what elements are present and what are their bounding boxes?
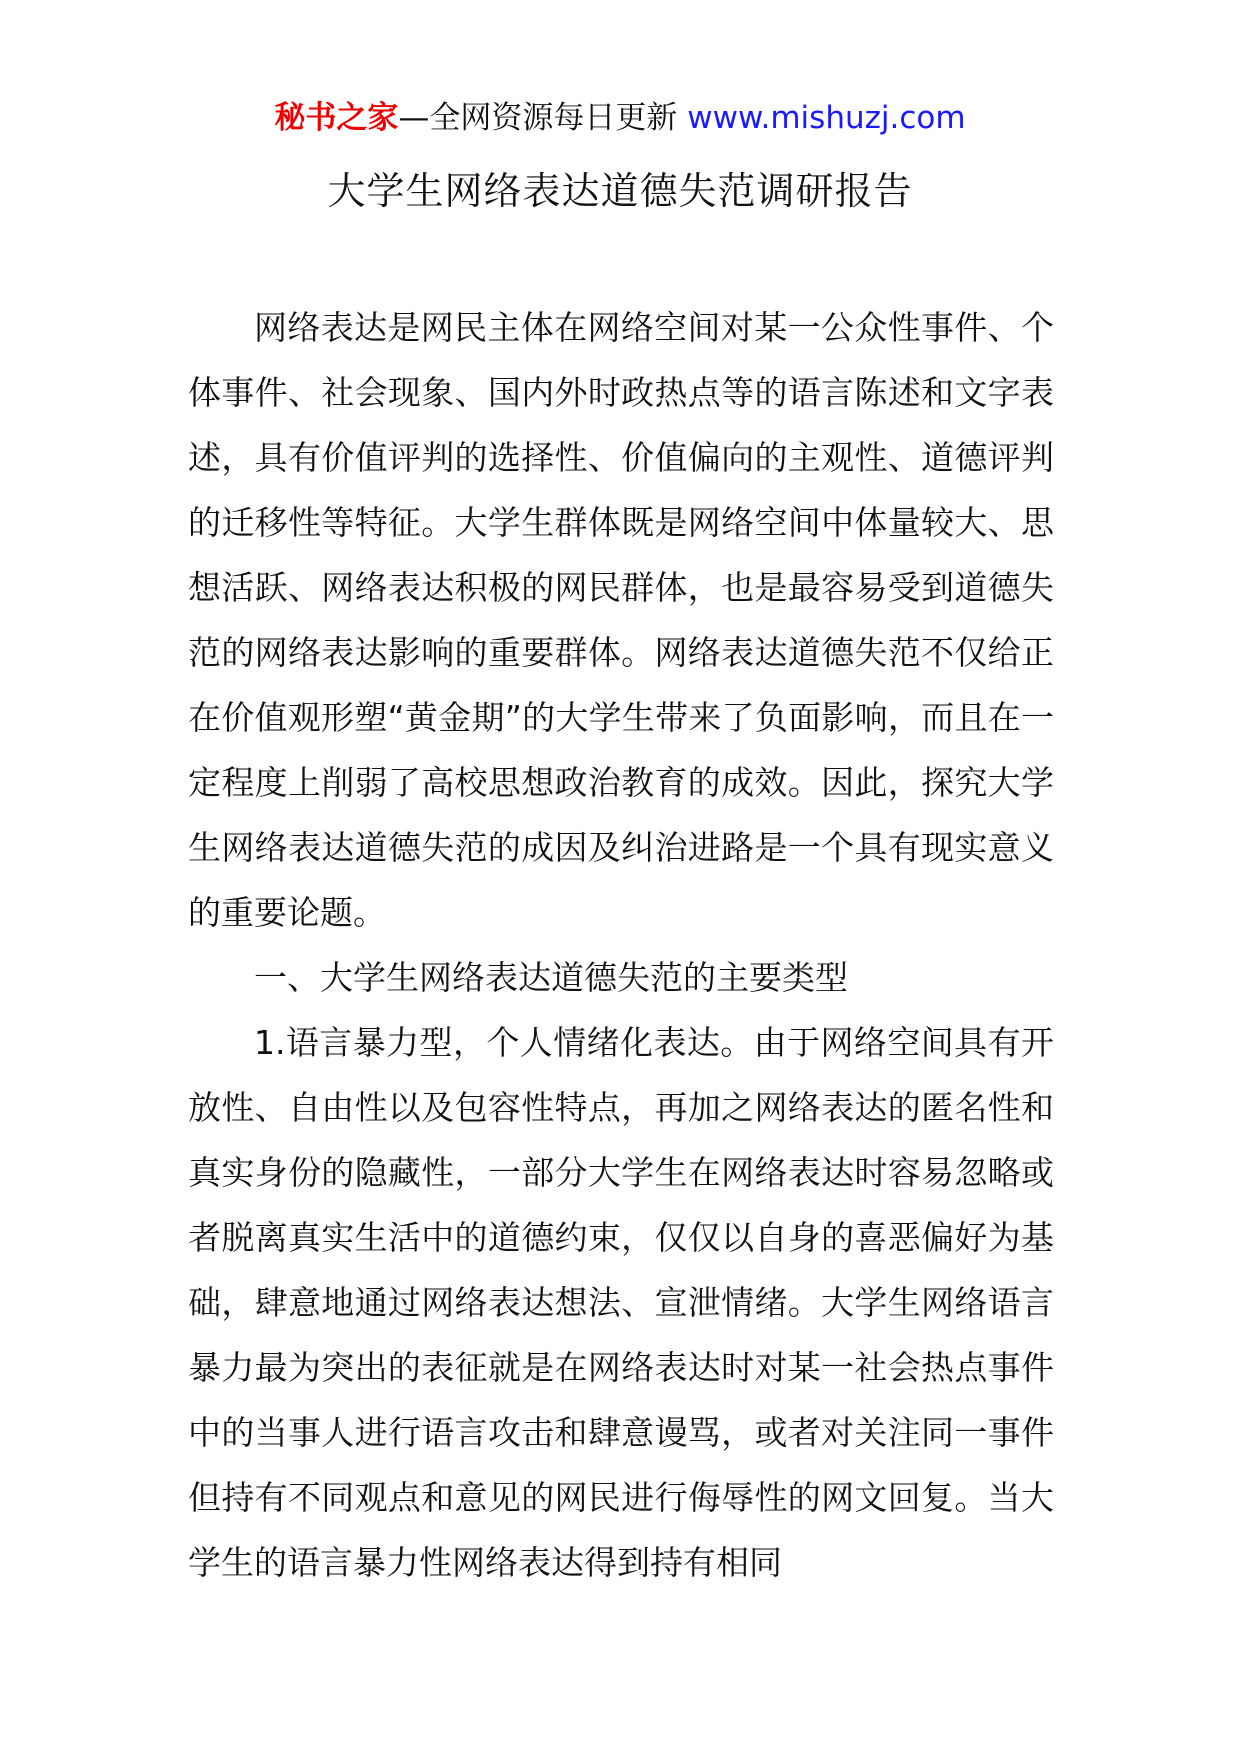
section-heading-1: 一、大学生网络表达道德失范的主要类型 <box>254 958 848 997</box>
subsection-paragraph-1: 1.语言暴力型，个人情绪化表达。由于网络空间具有开放性、自由性以及包容性特点，再加之网络表达的匿名性和真实身份的隐藏性，一部分大学生在网络表达时容易忽略或者脱离真实生活中的道德约束，仅仅以自身的喜恶偏好为基础，肆意地通过网络表达想法、宣泄情绪。大学生网络语言暴力最为突出的表征就是在网络表达时对某一社会热点事件中的当事人进行语言攻击和肆意谩骂，或者对关注同一事件但持有不同观点和意见的网民进行侮辱性的网文回复。当大学生的语言暴力性网络表达得到持有相同 <box>188 1023 1054 1582</box>
site-tagline: —全网资源每日更新 <box>398 100 678 136</box>
intro-paragraph: 网络表达是网民主体在网络空间对某一公众性事件、个体事件、社会现象、国内外时政热点等的语言陈述和文字表述，具有价值评判的选择性、价值偏向的主观性、道德评判的迁移性等特征。大学生群体既是网络空间中体量较大、思想活跃、网络表达积极的网民群体，也是最容易受到道德失范的网络表达影响的重要群体。网络表达道德失范不仅给正在价值观形塑“黄金期”的大学生带来了负面影响，而且在一定程度上削弱了高校思想政治教育的成效。因此，探究大学生网络表达道德失范的成因及纠治进路是一个具有现实意义的重要论题。 <box>188 308 1054 932</box>
site-header <box>0 98 1240 138</box>
site-brand: 秘书之家 <box>274 100 399 136</box>
site-url-link[interactable]: www.mishuzj.com <box>687 100 966 136</box>
document-title: 大学生网络表达道德失范调研报告 <box>327 169 913 213</box>
document-body <box>188 295 1054 1595</box>
